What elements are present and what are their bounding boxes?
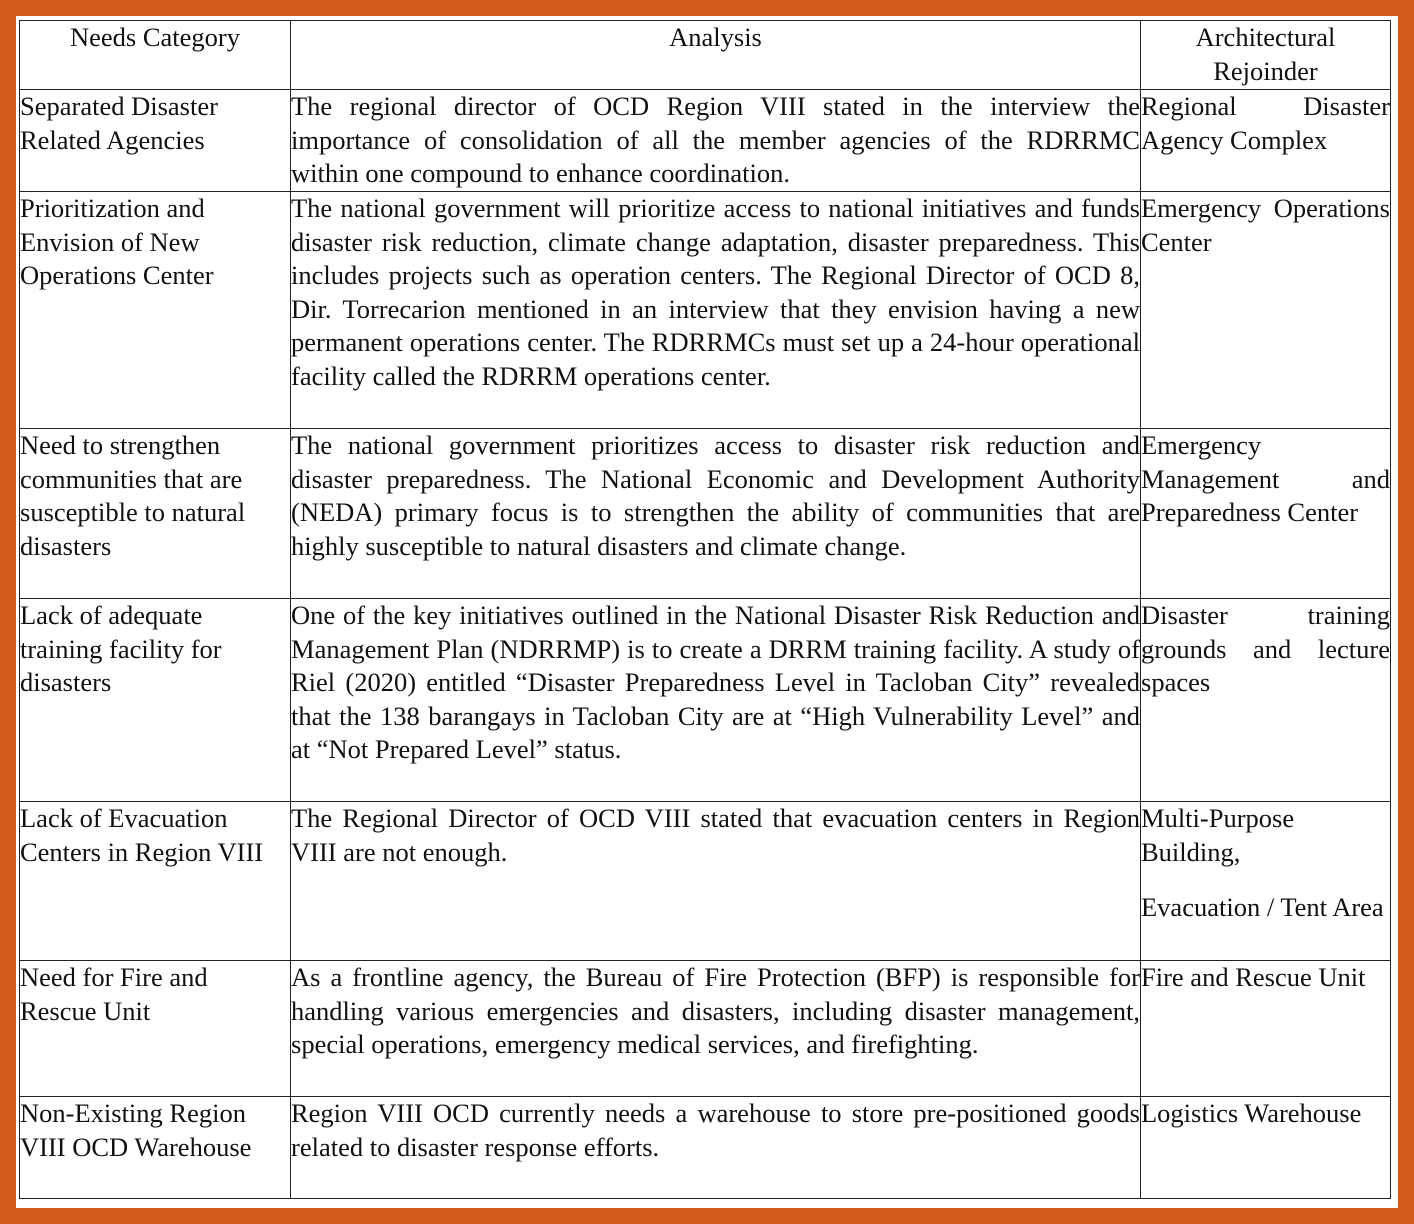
table-row: [20, 961, 1391, 1097]
needs-category-cell: Lack of adequate training facility for disasters: [20, 599, 291, 802]
rejoinder-cell: [1141, 802, 1391, 961]
rejoinder-text: Logistics Warehouse: [1141, 1098, 1362, 1128]
rejoinder-text: Emergency Management and Preparedness Center: [1141, 430, 1390, 528]
needs-category-cell: Prioritization and Envision of New Operations Center: [20, 192, 291, 429]
table-row: [20, 192, 1391, 429]
rejoinder-text: Multi-Purpose Building,: [1141, 803, 1295, 867]
rejoinder-text: Evacuation / Tent Area: [1141, 892, 1384, 923]
header-needs-category: Needs Category: [20, 21, 291, 90]
needs-analysis-table: [19, 20, 1391, 1199]
analysis-cell: Region VIII OCD currently needs a warehouse to store pre-positioned goods related to disaster response efforts.: [291, 1097, 1141, 1199]
rejoinder-cell: [1141, 429, 1391, 599]
analysis-cell: As a frontline agency, the Bureau of Fire Protection (BFP) is responsible for handling various emergencies and disasters, including disaster management, special operations, emergency medical services, and firefighting.: [291, 961, 1141, 1097]
rejoinder-cell: [1141, 192, 1391, 429]
table-row: [20, 802, 1391, 961]
analysis-cell: The regional director of OCD Region VIII stated in the interview the importance of consolidation of all the member agencies of the RDRRMC within one compound to enhance coordination.: [291, 90, 1141, 192]
rejoinder-text: Fire and Rescue Unit: [1141, 962, 1366, 992]
rejoinder-cell: [1141, 1097, 1391, 1199]
rejoinder-text: Regional Disaster Agency Complex: [1141, 91, 1390, 155]
needs-category-cell: Need to strengthen communities that are susceptible to natural disasters: [20, 429, 291, 599]
needs-category-cell: Need for Fire and Rescue Unit: [20, 961, 291, 1097]
rejoinder-cell: [1141, 599, 1391, 802]
rejoinder-text: Disaster training grounds and lecture spaces: [1141, 600, 1390, 698]
header-analysis: Analysis: [291, 21, 1141, 90]
table-header-row: [20, 21, 1391, 90]
analysis-cell: The national government prioritizes access to disaster risk reduction and disaster preparedness. The National Economic and Development Authority (NEDA) primary focus is to strengthen the ability of communities that are highly susceptible to natural disasters and climate change.: [291, 429, 1141, 599]
table-row: [20, 1097, 1391, 1199]
analysis-cell: One of the key initiatives outlined in the National Disaster Risk Reduction and Management Plan (NDRRMP) is to create a DRRM training facility. A study of Riel (2020) entitled “Disaster Preparedness Level in Tacloban City” revealed that the 138 barangays in Tacloban City are at “High Vulnerability Level” and at “Not Prepared Level” status.: [291, 599, 1141, 802]
table-row: [20, 90, 1391, 192]
needs-category-cell: Non-Existing Region VIII OCD Warehouse: [20, 1097, 291, 1199]
rejoinder-text: Emergency Operations Center: [1141, 193, 1390, 257]
rejoinder-cell: [1141, 90, 1391, 192]
needs-category-cell: Lack of Evacuation Centers in Region VIII: [20, 802, 291, 961]
analysis-cell: The Regional Director of OCD VIII stated that evacuation centers in Region VIII are not enough.: [291, 802, 1141, 961]
table-row: [20, 599, 1391, 802]
needs-category-cell: Separated Disaster Related Agencies: [20, 90, 291, 192]
header-architectural-rejoinder: Architectural Rejoinder: [1141, 21, 1391, 90]
table-row: [20, 429, 1391, 599]
analysis-cell: The national government will prioritize access to national initiatives and funds disaster risk reduction, climate change adaptation, disaster preparedness. This includes projects such as operation centers. The Regional Director of OCD 8, Dir. Torrecarion mentioned in an interview that they envision having a new permanent operations center. The RDRRMCs must set up a 24-hour operational facility called the RDRRM operations center.: [291, 192, 1141, 429]
rejoinder-cell: [1141, 961, 1391, 1097]
